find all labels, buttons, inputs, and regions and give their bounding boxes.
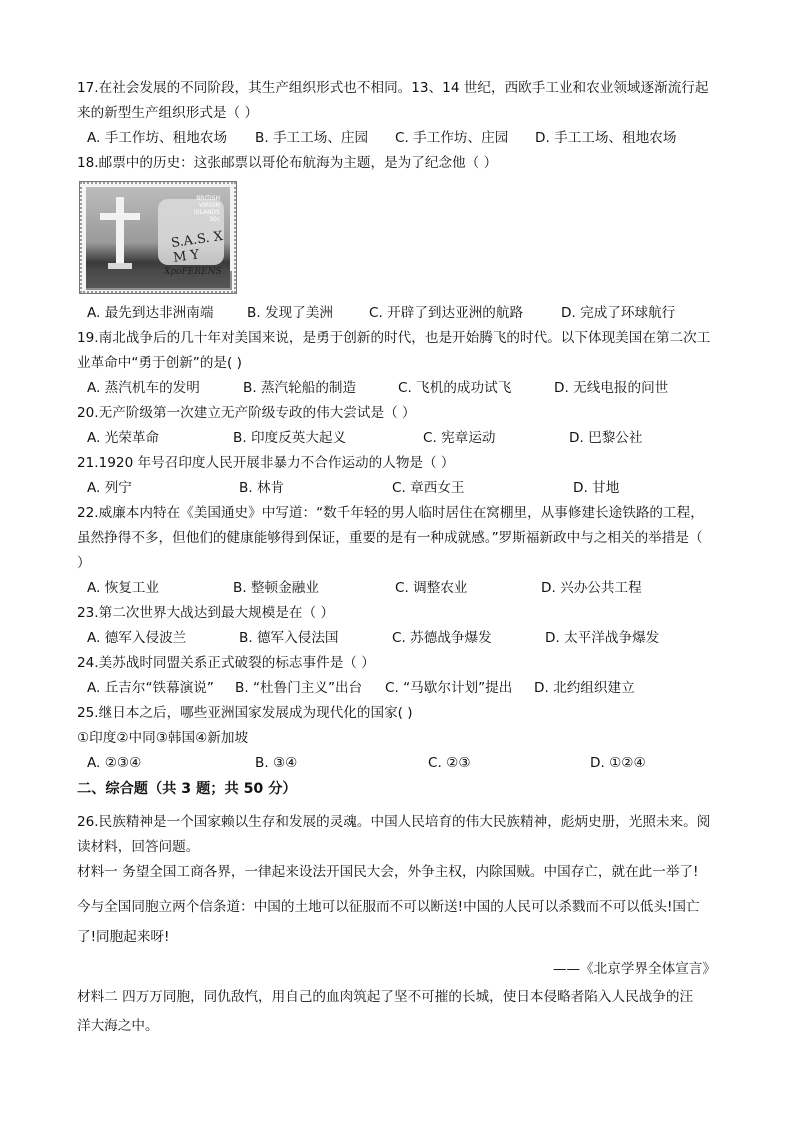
q21-stem-line1: 21.1920 年号召印度人民开展非暴力不合作运动的人物是（ ） xyxy=(77,455,455,471)
q21-option-a[interactable]: A. 列宁 xyxy=(87,480,132,496)
q24-option-d[interactable]: D. 北约组织建立 xyxy=(534,680,635,696)
q26-material2-line2: 洋大海之中。 xyxy=(77,1018,159,1034)
q25-stem-line2: ①印度②中同③韩国④新加坡 xyxy=(77,730,249,746)
q20-option-d[interactable]: D. 巴黎公社 xyxy=(569,430,643,446)
columbus-stamp-image xyxy=(79,181,237,294)
q23-stem-line1: 23.第二次世界大战达到最大规模是在（ ） xyxy=(77,605,335,621)
q23-option-b[interactable]: B. 德军入侵法国 xyxy=(239,630,339,646)
q21-option-b[interactable]: B. 林肯 xyxy=(239,480,285,496)
q26-material1-source: ——《北京学界全体宣言》 xyxy=(552,961,716,977)
q20-option-a[interactable]: A. 光荣革命 xyxy=(87,430,160,446)
q21-option-d[interactable]: D. 甘地 xyxy=(573,480,620,496)
q18-stem-line1: 18.邮票中的历史：这张邮票以哥伦布航海为主题，是为了纪念他（ ） xyxy=(77,155,498,171)
stamp-picture xyxy=(86,187,230,288)
q23-option-d[interactable]: D. 太平洋战争爆发 xyxy=(545,630,660,646)
q19-option-b[interactable]: B. 蒸汽轮船的制造 xyxy=(243,380,357,396)
q22-stem-line3: ） xyxy=(77,555,91,571)
q25-option-c[interactable]: C. ②③ xyxy=(428,755,471,771)
q19-option-d[interactable]: D. 无线电报的问世 xyxy=(554,380,669,396)
q20-stem-line1: 20.无产阶级第一次建立无产阶级专政的伟大尝试是（ ） xyxy=(77,405,416,421)
q25-option-b[interactable]: B. ③④ xyxy=(255,755,298,771)
section-heading: 二、综合题（共 3 题；共 50 分） xyxy=(77,781,297,797)
q18-option-a[interactable]: A. 最先到达非洲南端 xyxy=(87,305,214,321)
q22-option-c[interactable]: C. 调整农业 xyxy=(395,580,468,596)
q18-option-d[interactable]: D. 完成了环球航行 xyxy=(561,305,676,321)
q24-option-c[interactable]: C. “马歇尔计划”提出 xyxy=(385,680,513,696)
q17-option-b[interactable]: B. 手工工场、庄园 xyxy=(255,130,369,146)
q23-option-a[interactable]: A. 德军入侵波兰 xyxy=(87,630,187,646)
q17-option-d[interactable]: D. 手工工场、租地农场 xyxy=(535,130,677,146)
q19-option-a[interactable]: A. 蒸汽机车的发明 xyxy=(87,380,200,396)
q20-option-c[interactable]: C. 宪章运动 xyxy=(423,430,496,446)
q26-material1-line3: 了!同胞起来呀! xyxy=(77,929,170,945)
q17-option-a[interactable]: A. 手工作坊、租地农场 xyxy=(87,130,228,146)
stamp-signature-name: XpoFERENS xyxy=(164,267,222,277)
q18-option-c[interactable]: C. 开辟了到达亚洲的航路 xyxy=(369,305,524,321)
q17-stem-line2: 来的新型生产组织形式是（ ） xyxy=(77,105,259,121)
q26-stem-line2: 读材料，回答问题。 xyxy=(77,839,200,855)
q17-stem-line1: 17.在社会发展的不同阶段，其生产组织形式也不相同。13、14 世纪，西欧手工业和农业领域逐渐流行起 xyxy=(77,80,709,96)
q22-option-d[interactable]: D. 兴办公共工程 xyxy=(541,580,642,596)
q26-stem-line1: 26.民族精神是一个国家赖以生存和发展的灵魂。中国人民培育的伟大民族精神，彪炳史册，光照未来。阅 xyxy=(77,814,711,830)
q18-option-b[interactable]: B. 发现了美洲 xyxy=(247,305,333,321)
q17-option-c[interactable]: C. 手工作坊、庄园 xyxy=(395,130,509,146)
q24-option-b[interactable]: B. “杜鲁门主义”出台 xyxy=(235,680,363,696)
q25-stem-line1: 25.继日本之后，哪些亚洲国家发展成为现代化的国家( ) xyxy=(77,705,413,721)
q23-option-c[interactable]: C. 苏德战争爆发 xyxy=(392,630,492,646)
q22-option-a[interactable]: A. 恢复工业 xyxy=(87,580,160,596)
q26-material2-line1: 材料二 四万万同胞，同仇敌忾，用自己的血肉筑起了坚不可摧的长城，使日本侵略者陷入人民战争的汪 xyxy=(77,989,694,1005)
q21-option-c[interactable]: C. 章西女王 xyxy=(392,480,465,496)
stamp-country-text: BRITISH VIRGIN ISLANDS 30c xyxy=(193,195,220,223)
q24-stem-line1: 24.美苏战时同盟关系正式破裂的标志事件是（ ） xyxy=(77,655,375,671)
q25-option-d[interactable]: D. ①②④ xyxy=(590,755,646,771)
q19-stem-line1: 19.南北战争后的几十年对美国来说，是勇于创新的时代，也是开始腾飞的时代。以下体现美国在第二次工 xyxy=(77,330,711,346)
q19-option-c[interactable]: C. 飞机的成功试飞 xyxy=(398,380,512,396)
stamp-signature: S.A.S. X M Y xyxy=(170,228,224,266)
q24-option-a[interactable]: A. 丘吉尔“铁幕演说” xyxy=(87,680,214,696)
q26-material1-line1: 材料一 务望全国工商各界，一律起来设法开国民大会，外争主权，内除国贼。中国存亡，就在此一举了! xyxy=(77,864,699,880)
q22-stem-line2: 虽然挣得不多，但他们的健康能够得到保证，重要的是有一种成就感。”罗斯福新政中与之相关的举措是（ xyxy=(77,530,703,546)
q25-option-a[interactable]: A. ②③④ xyxy=(87,755,142,771)
q22-option-b[interactable]: B. 整顿金融业 xyxy=(233,580,319,596)
q26-material1-line2: 今与全国同胞立两个信条道：中国的土地可以征服而不可以断送!中国的人民可以杀戮而不可以低头!国亡 xyxy=(77,899,700,915)
q20-option-b[interactable]: B. 印度反英大起义 xyxy=(233,430,347,446)
q19-stem-line2: 业革命中“勇于创新”的是( ) xyxy=(77,355,242,371)
q22-stem-line1: 22.威廉本内特在《美国通史》中写道：“数千年轻的男人临时居住在窝棚里，从事修建长途铁路的工程， xyxy=(77,505,704,521)
